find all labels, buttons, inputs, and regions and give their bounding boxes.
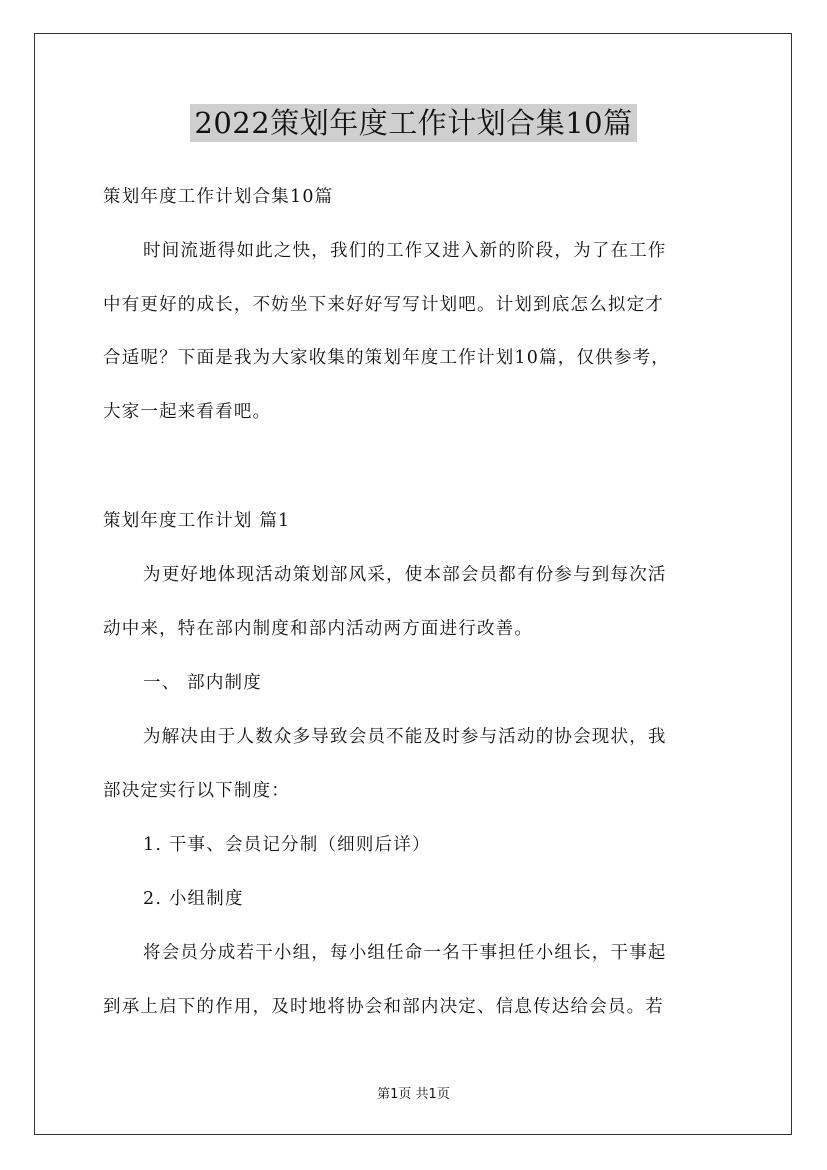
subsection-heading: 一、 部内制度 — [143, 673, 262, 693]
paragraph-line: 部决定实行以下制度： — [103, 781, 290, 801]
list-item: 1. 干事、会员记分制（细则后详） — [143, 835, 431, 855]
intro-line: 大家一起来看看吧。 — [103, 402, 272, 422]
intro-line: 中有更好的成长，不妨坐下来好好写写计划吧。计划到底怎么拟定才 — [103, 295, 664, 315]
list-item: 2. 小组制度 — [143, 889, 244, 909]
paragraph-line: 动中来，特在部内制度和部内活动两方面进行改善。 — [103, 619, 534, 639]
page-footer: 第1页 共1页 — [377, 1087, 450, 1102]
subtitle: 策划年度工作计划合集10篇 — [103, 187, 334, 207]
paragraph-line: 为更好地体现活动策划部风采，使本部会员都有份参与到每次活 — [143, 565, 667, 585]
intro-line: 时间流逝得如此之快，我们的工作又进入新的阶段，为了在工作 — [143, 241, 667, 261]
section-heading: 策划年度工作计划 篇1 — [103, 511, 291, 531]
paragraph-line: 将会员分成若干小组，每小组任命一名干事担任小组长，干事起 — [143, 943, 667, 963]
document-title: 2022策划年度工作计划合集10篇 — [190, 104, 636, 142]
paragraph-line: 到承上启下的作用，及时地将协会和部内决定、信息传达给会员。若 — [103, 997, 664, 1017]
paragraph-line: 为解决由于人数众多导致会员不能及时参与活动的协会现状，我 — [143, 727, 667, 747]
intro-line: 合适呢？下面是我为大家收集的策划年度工作计划10篇，仅供参考， — [103, 348, 670, 368]
document-title-wrap — [0, 104, 827, 142]
